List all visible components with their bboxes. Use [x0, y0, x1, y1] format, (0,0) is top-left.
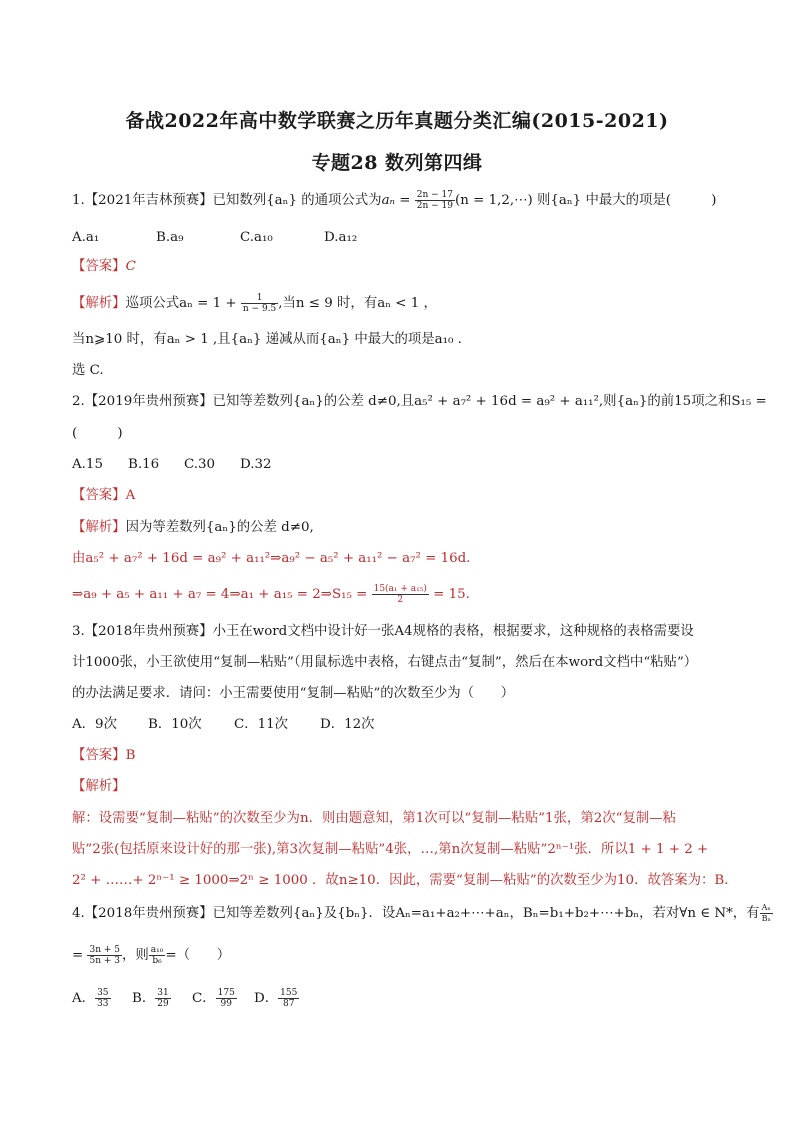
- q3-analysis-1: 解：设需要“复制—粘贴”的次数至少为n．则由题意知，第1次可以“复制—粘贴”1张，第2次“复制—粘: [72, 811, 677, 826]
- q2-analysis-1: 【解析】因为等差数列{aₙ}的公差 d≠0,: [72, 520, 314, 535]
- q1-fraction: $\frac{2n - 17}{2n - 19}$: [416, 190, 453, 211]
- q3-options: A．9次 B．10次 C．11次 D．12次: [72, 717, 375, 732]
- q4-stem-1: 4.【2018年贵州预赛】已知等差数列{aₙ}及{bₙ}．设Aₙ=a₁+a₂+⋯+aₙ，Bₙ=b₁+b₂+⋯+bₙ，若对∀n ∈ N*，有 $\frac{\text{Aₙ}}{\text{Bₙ}}$: [72, 903, 771, 923]
- q3-analysis-label: 【解析】: [72, 779, 126, 794]
- q2-stem-2: ( ): [72, 426, 123, 441]
- q3-stem-1: 3.【2018年贵州预赛】小王在word文档中设计好一张A4规格的表格，根据要求，这种规格的表格需要设: [72, 624, 694, 639]
- document-subtitle: 专题28 数列第四缉: [311, 152, 483, 174]
- q1-analysis-1: 【解析】巡项公式aₙ = 1 + $\frac{1}{n - 9.5}$ ,当n ≤ 9 时，有aₙ < 1 ，: [72, 293, 437, 314]
- q1-options: A.a₁ B.a₉ C.a₁₀ D.a₁₂: [72, 230, 358, 245]
- q3-answer: 【答案】B: [72, 748, 136, 763]
- q2-analysis-2: 由a₅² + a₇² + 16d = a₉² + a₁₁²⇒a₉² − a₅² + a₁₁² − a₇² = 16d.: [72, 551, 471, 566]
- q2-analysis-3: ⇒a₉ + a₅ + a₁₁ + a₇ = 4⇒a₁ + a₁₅ = 2⇒S₁₅ = $\frac{\text{15(a₁ + a₁₅)}}{2}$ = 15.: [72, 584, 470, 605]
- q2-answer: 【答案】A: [72, 488, 136, 503]
- q3-analysis-3: 2² + ……+ 2ⁿ⁻¹ ≥ 1000⇒2ⁿ ≥ 1000 ．故n≥10．因此，需要“复制—粘贴”的次数至少为10．故答案为：B．: [72, 873, 738, 888]
- q1-analysis-2: 当n⩾10 时，有aₙ > 1 ,且{aₙ} 递减从而{aₙ} 中最大的项是a₁₀ .: [72, 332, 462, 347]
- q1-answer: 【答案】C: [72, 259, 136, 274]
- q1-analysis-3: 选 C.: [72, 363, 104, 378]
- q3-stem-2: 计1000张，小王欲使用“复制—粘贴”（用鼠标选中表格，右键点击“复制”，然后在本word文档中“粘贴”）: [72, 655, 698, 670]
- document-title: 备战2022年高中数学联赛之历年真题分类汇编(2015-2021): [125, 110, 669, 132]
- q3-analysis-2: 贴”2张(包括原来设计好的那一张),第3次复制—粘贴”4张，…,第n次复制—粘贴”2ⁿ⁻¹张．所以1 + 1 + 2 +: [72, 842, 709, 857]
- q2-stem-1: 2.【2019年贵州预赛】已知等差数列{aₙ}的公差 d≠0,且a₅² + a₇² + 16d = a₉² + a₁₁²,则{aₙ}的前15项之和S₁₅ =: [72, 394, 767, 409]
- q1-stem: 1.【2021年吉林预赛】已知数列{aₙ} 的通项公式为aₙ = $\frac{2n - 17}{2n - 19}$ (n = 1,2,⋯) 则{aₙ} 中最大的项是( ): [72, 190, 717, 211]
- q3-stem-3: 的办法满足要求．请问：小王需要使用“复制—粘贴”的次数至少为（ ）: [72, 686, 515, 701]
- q4-stem-2: = $\frac{3n + 5}{5n + 3}$ ，则 $\frac{\text{a₁₀}}{\text{b₆}}$ =（ ）: [72, 945, 231, 966]
- q2-options: A.15 B.16 C.30 D.32: [72, 457, 272, 472]
- q4-options: A． $\frac{35}{33}$ B． $\frac{31}{29}$ C． $\frac{175}{99}$ D． $\frac{155}{87}$: [72, 988, 298, 1009]
